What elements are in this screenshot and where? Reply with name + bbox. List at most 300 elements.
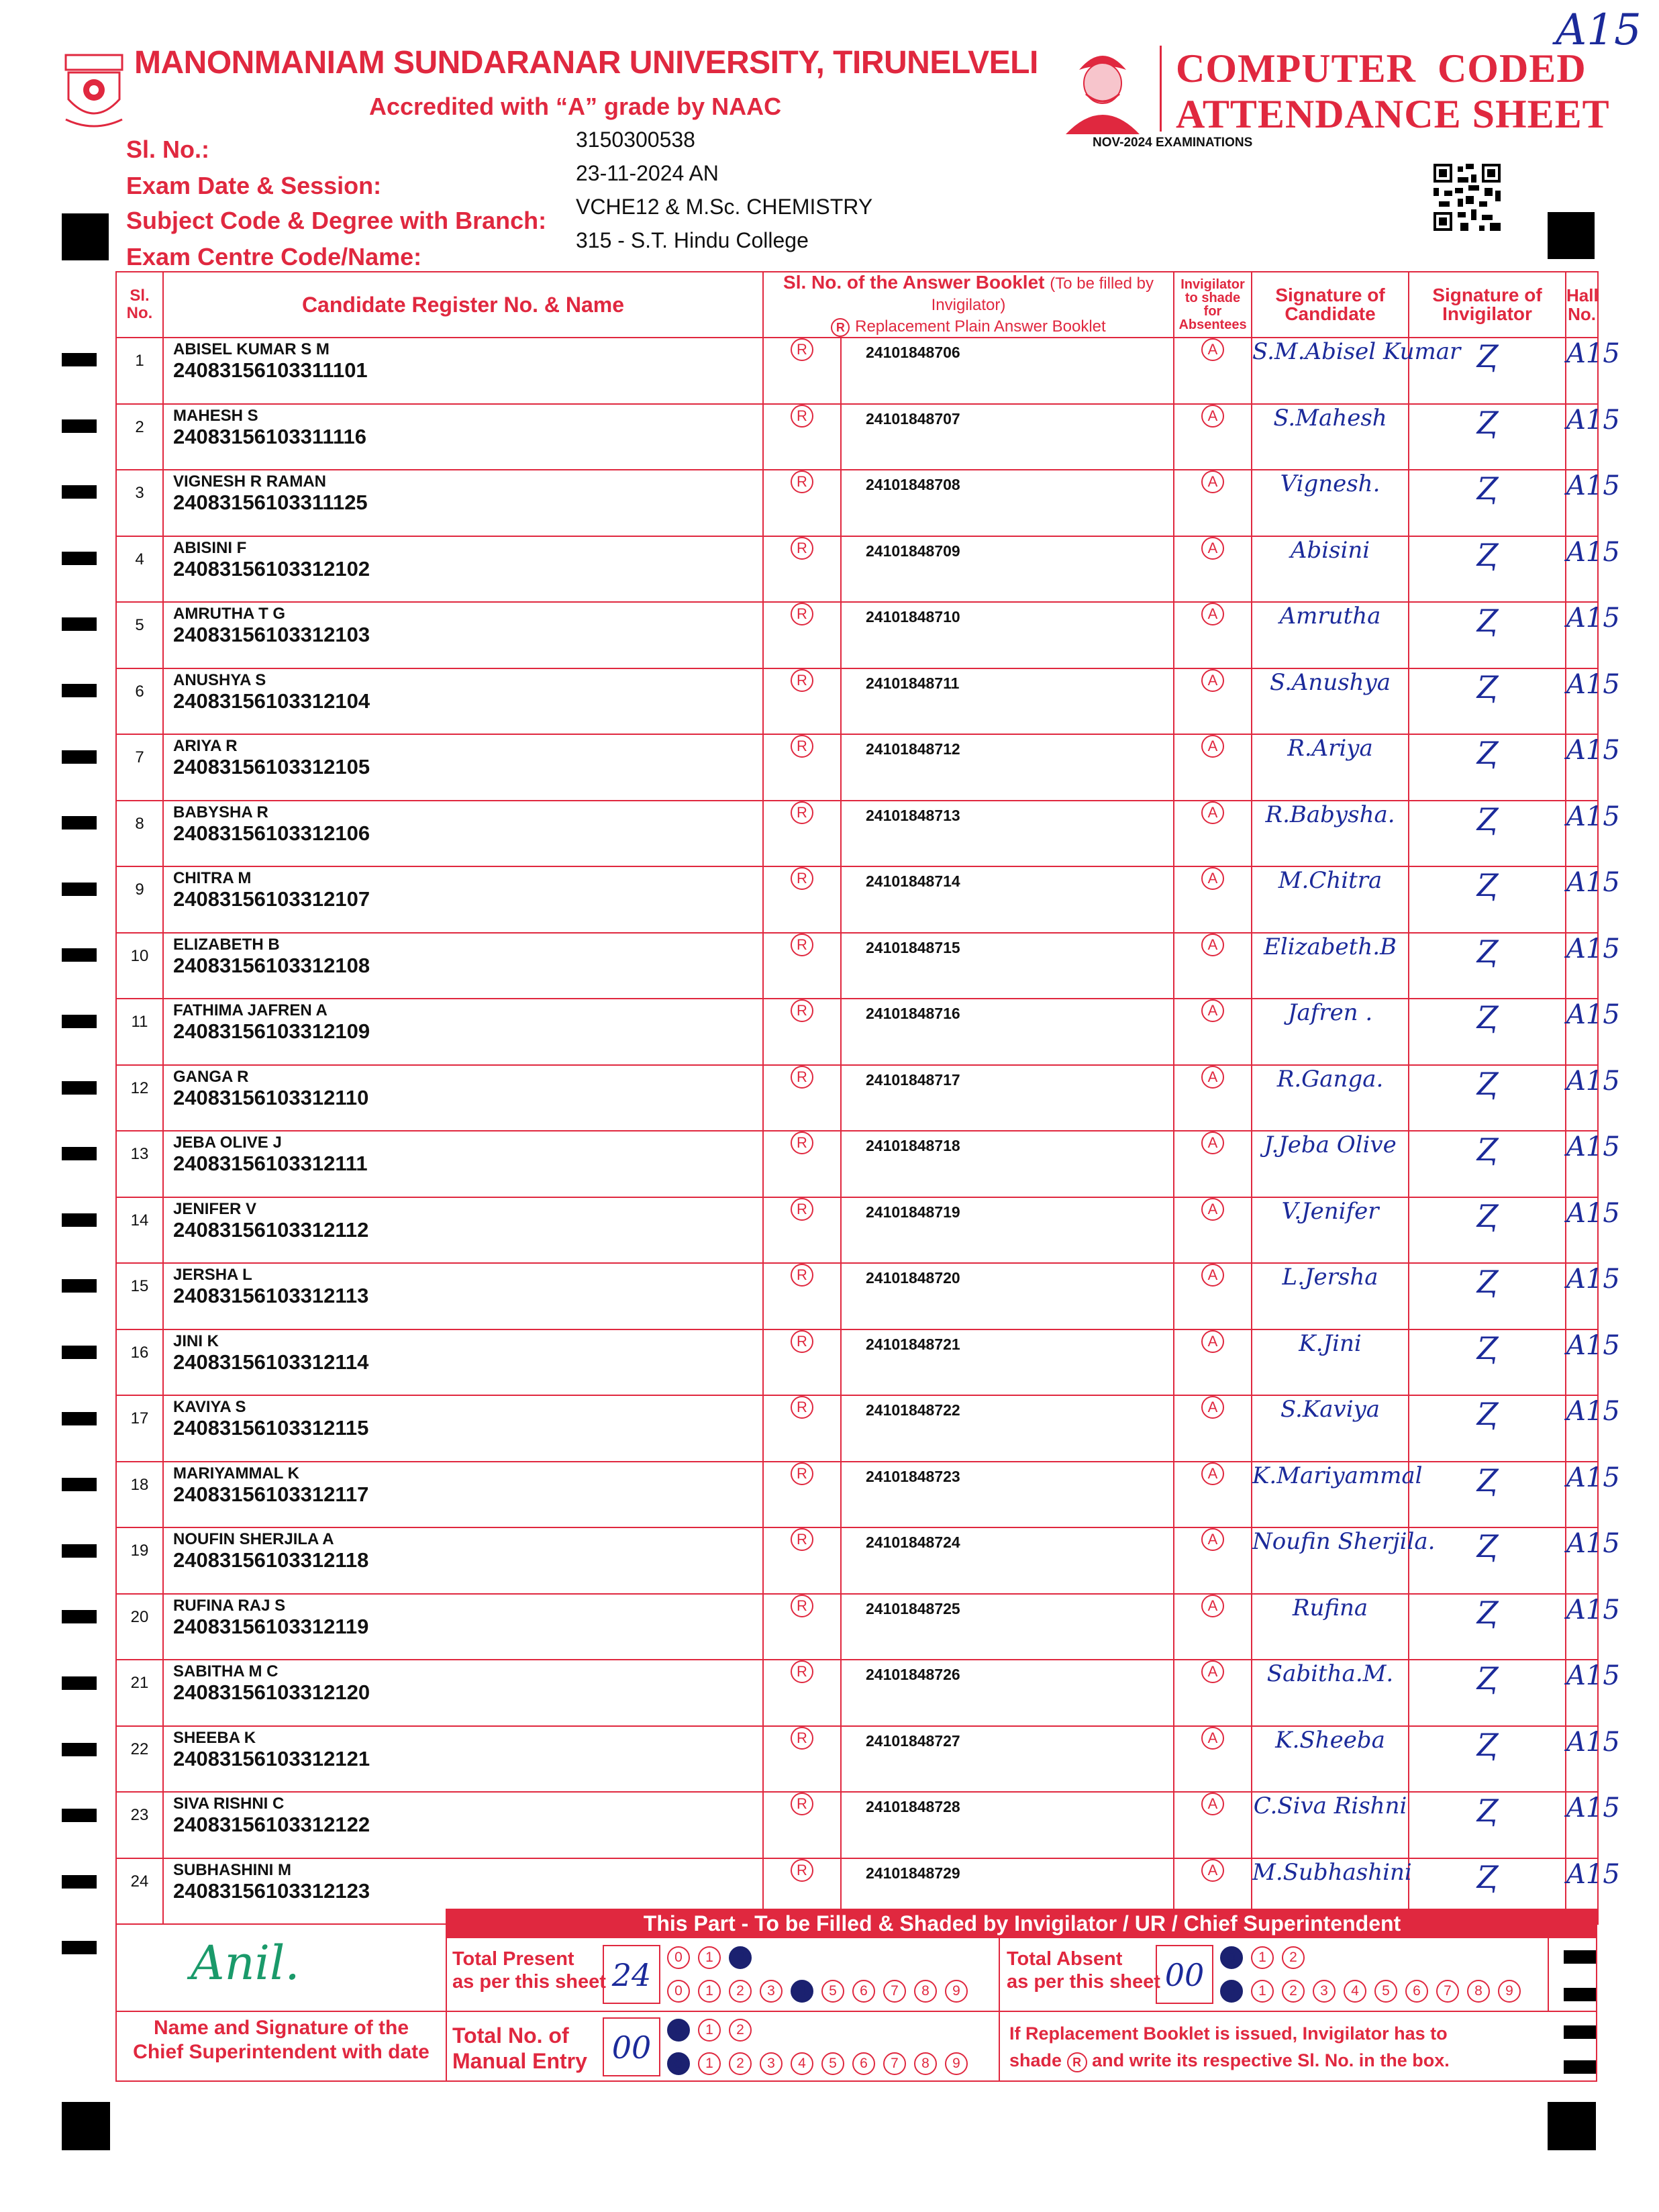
candidate-name: ABISEL KUMAR S M xyxy=(173,340,330,358)
col-header-candidate: Candidate Register No. & Name xyxy=(163,272,763,338)
timing-mark-left xyxy=(62,353,97,366)
manual-entry-label xyxy=(452,2023,587,2074)
row-candidate xyxy=(163,1131,763,1197)
replacement-bubble[interactable]: R xyxy=(791,405,813,428)
row-sl-no: 12 xyxy=(116,1065,163,1132)
replacement-bubble[interactable]: R xyxy=(791,735,813,758)
candidate-register-no: 24083156103312107 xyxy=(173,887,370,911)
attendance-table xyxy=(115,271,1620,1909)
replacement-bubble[interactable]: R xyxy=(791,1066,813,1089)
candidate-signature: M.Chitra xyxy=(1252,866,1409,933)
answer-booklet-no: 24101848710 xyxy=(841,602,1174,668)
digit-bubble[interactable]: 4 xyxy=(791,1980,813,2003)
absent-bubble[interactable]: A xyxy=(1201,934,1224,956)
digit-bubble[interactable]: 3 xyxy=(760,2052,783,2075)
digit-bubble[interactable]: 1 xyxy=(698,2052,721,2075)
invigilator-signature: Ⱬ xyxy=(1409,1263,1566,1329)
absent-bubble[interactable]: A xyxy=(1201,1595,1224,1617)
candidate-name: SIVA RISHNI C xyxy=(173,1795,285,1813)
total-present-box[interactable]: 24 xyxy=(603,1945,660,2004)
row-absent-cell xyxy=(1174,801,1252,867)
candidate-register-no: 24083156103312118 xyxy=(173,1548,369,1572)
table-row xyxy=(116,866,1598,933)
col-header-replacement: Replacement Plain Answer Booklet xyxy=(855,317,1106,336)
candidate-name: SUBHASHINI M xyxy=(173,1860,292,1879)
row-sl-no: 1 xyxy=(116,338,163,404)
candidate-register-no: 24083156103312115 xyxy=(173,1416,369,1440)
row-absent-cell xyxy=(1174,999,1252,1065)
candidate-signature: Elizabeth.B xyxy=(1252,933,1409,999)
row-absent-cell xyxy=(1174,933,1252,999)
absent-bubble[interactable]: A xyxy=(1201,1528,1224,1551)
digit-bubble[interactable]: 4 xyxy=(1344,1980,1366,2003)
absent-bubble[interactable]: A xyxy=(1201,1396,1224,1419)
digit-bubble[interactable]: 2 xyxy=(1282,1980,1305,2003)
candidate-signature: Jafren . xyxy=(1252,999,1409,1065)
replacement-bubble[interactable]: R xyxy=(791,1859,813,1882)
row-sl-no: 13 xyxy=(116,1131,163,1197)
timing-mark-left xyxy=(62,485,97,499)
timing-mark-left xyxy=(62,948,97,962)
row-replacement-cell xyxy=(763,1263,841,1329)
answer-booklet-no: 24101848715 xyxy=(841,933,1174,999)
digit-bubble[interactable]: 1 xyxy=(698,1980,721,2003)
replacement-bubble[interactable]: R xyxy=(791,1727,813,1750)
candidate-signature: R.Ariya xyxy=(1252,734,1409,801)
digit-bubble[interactable]: 3 xyxy=(760,1980,783,2003)
absent-bubble[interactable]: A xyxy=(1201,1198,1224,1221)
row-sl-no: 23 xyxy=(116,1792,163,1858)
manual-entry-box[interactable]: 00 xyxy=(603,2017,660,2076)
digit-bubble[interactable]: 2 xyxy=(729,1980,752,2003)
replacement-bubble[interactable]: R xyxy=(791,1198,813,1221)
replacement-bubble[interactable]: R xyxy=(791,1793,813,1815)
exam-centre-value: 315 - S.T. Hindu College xyxy=(576,228,809,252)
timing-mark-left xyxy=(62,1279,97,1293)
total-present-tens-bubbles xyxy=(667,1946,752,1969)
row-candidate xyxy=(163,536,763,603)
digit-bubble[interactable]: 0 xyxy=(667,2019,690,2042)
row-replacement-cell xyxy=(763,1726,841,1793)
row-replacement-cell xyxy=(763,1131,841,1197)
candidate-signature: K.Jini xyxy=(1252,1329,1409,1396)
digit-bubble[interactable]: 6 xyxy=(852,2052,875,2075)
digit-bubble[interactable]: 4 xyxy=(791,2052,813,2075)
absent-bubble[interactable]: A xyxy=(1201,999,1224,1022)
digit-bubble[interactable]: 6 xyxy=(852,1980,875,2003)
row-replacement-cell xyxy=(763,933,841,999)
row-candidate xyxy=(163,1792,763,1858)
row-candidate xyxy=(163,933,763,999)
absent-bubble[interactable]: A xyxy=(1201,867,1224,890)
candidate-register-no: 24083156103312117 xyxy=(173,1482,369,1506)
invigilator-signature: Ⱬ xyxy=(1409,602,1566,668)
hall-no: A15 xyxy=(1566,1594,1598,1660)
digit-bubble[interactable]: 6 xyxy=(1405,1980,1428,2003)
university-name: MANONMANIAM SUNDARANAR UNIVERSITY, TIRUNELVELI xyxy=(134,45,1038,81)
absent-bubble[interactable]: A xyxy=(1201,801,1224,824)
row-absent-cell xyxy=(1174,1131,1252,1197)
timing-mark-left xyxy=(62,1412,97,1425)
absent-bubble[interactable]: A xyxy=(1201,1793,1224,1815)
row-sl-no: 14 xyxy=(116,1197,163,1264)
invigilator-signature: Ⱬ xyxy=(1409,1594,1566,1660)
registration-mark-bottom-left xyxy=(62,2102,110,2150)
candidate-register-no: 24083156103312119 xyxy=(173,1614,369,1638)
digit-bubble[interactable]: 0 xyxy=(667,2052,690,2075)
candidate-register-no: 24083156103312106 xyxy=(173,821,370,845)
table-row xyxy=(116,404,1598,470)
hall-no: A15 xyxy=(1566,536,1598,603)
answer-booklet-no: 24101848706 xyxy=(841,338,1174,404)
row-sl-no: 4 xyxy=(116,536,163,603)
row-replacement-cell xyxy=(763,734,841,801)
answer-booklet-no: 24101848708 xyxy=(841,470,1174,536)
digit-bubble[interactable]: 8 xyxy=(1467,1980,1490,2003)
row-candidate xyxy=(163,1329,763,1396)
replacement-bubble[interactable]: R xyxy=(791,470,813,493)
row-absent-cell xyxy=(1174,1197,1252,1264)
table-row xyxy=(116,1131,1598,1197)
timing-mark-left xyxy=(62,1015,97,1028)
digit-bubble[interactable]: 9 xyxy=(945,2052,968,2075)
replacement-bubble[interactable]: R xyxy=(791,999,813,1022)
row-candidate xyxy=(163,1395,763,1462)
invigilator-signature: Ⱬ xyxy=(1409,668,1566,735)
candidate-name: SHEEBA K xyxy=(173,1728,256,1747)
row-replacement-cell xyxy=(763,1792,841,1858)
answer-booklet-no: 24101848717 xyxy=(841,1065,1174,1132)
table-row xyxy=(116,1660,1598,1726)
invigilator-signature: Ⱬ xyxy=(1409,536,1566,603)
candidate-name: JERSHA L xyxy=(173,1266,252,1284)
subject-label: Subject Code & Degree with Branch: xyxy=(126,207,547,234)
handwritten-hall-annotation: A15 xyxy=(1556,5,1642,55)
digit-bubble[interactable]: 0 xyxy=(1220,1946,1243,1969)
candidate-register-no: 24083156103311101 xyxy=(173,358,368,382)
answer-booklet-no: 24101848707 xyxy=(841,404,1174,470)
row-absent-cell xyxy=(1174,602,1252,668)
row-replacement-cell xyxy=(763,1197,841,1264)
invigilator-signature: Ⱬ xyxy=(1409,1527,1566,1594)
table-row xyxy=(116,1726,1598,1793)
table-row xyxy=(116,1527,1598,1594)
candidate-name: FATHIMA JAFREN A xyxy=(173,1001,328,1019)
col-header-booklet xyxy=(763,272,1174,338)
hall-no: A15 xyxy=(1566,734,1598,801)
absent-bubble[interactable]: A xyxy=(1201,338,1224,361)
absent-bubble[interactable]: A xyxy=(1201,1660,1224,1683)
digit-bubble[interactable]: 2 xyxy=(1282,1946,1305,1969)
qr-code xyxy=(1434,164,1501,231)
replacement-note xyxy=(1009,2020,1450,2074)
digit-bubble[interactable]: 7 xyxy=(883,1980,906,2003)
candidate-name: MAHESH S xyxy=(173,406,258,425)
absent-bubble[interactable]: A xyxy=(1201,1264,1224,1287)
replacement-bubble[interactable]: R xyxy=(791,669,813,692)
candidate-signature: S.Anushya xyxy=(1252,668,1409,735)
row-replacement-cell xyxy=(763,536,841,603)
replacement-bubble[interactable]: R xyxy=(791,1528,813,1551)
col-header-hall: Hall No. xyxy=(1566,272,1598,338)
candidate-register-no: 24083156103312102 xyxy=(173,556,370,581)
registration-mark-top-right xyxy=(1548,212,1595,259)
accreditation-text: Accredited with “A” grade by NAAC xyxy=(369,93,782,120)
table-row xyxy=(116,933,1598,999)
digit-bubble[interactable]: 9 xyxy=(945,1980,968,2003)
replacement-bubble[interactable]: R xyxy=(791,867,813,890)
absent-bubble[interactable]: A xyxy=(1201,405,1224,428)
row-sl-no: 2 xyxy=(116,404,163,470)
row-sl-no: 18 xyxy=(116,1462,163,1528)
sl-no-value: 3150300538 xyxy=(576,128,695,152)
replacement-bubble[interactable]: R xyxy=(791,1396,813,1419)
replacement-note-line-2 xyxy=(1009,2047,1450,2074)
replacement-bubble[interactable]: R xyxy=(791,1330,813,1353)
exam-date-value: 23-11-2024 AN xyxy=(576,161,719,185)
sheet-title xyxy=(1176,46,1610,137)
candidate-signature: Abisini xyxy=(1252,536,1409,603)
footer-banner: This Part - To be Filled & Shaded by Invigilator / UR / Chief Superintendent xyxy=(447,1909,1597,1938)
col-header-sig-candidate: Signature of Candidate xyxy=(1252,272,1409,338)
row-replacement-cell xyxy=(763,1594,841,1660)
digit-bubble[interactable]: 7 xyxy=(883,2052,906,2075)
candidate-register-no: 24083156103312109 xyxy=(173,1019,370,1043)
row-candidate xyxy=(163,1726,763,1793)
candidate-register-no: 24083156103311125 xyxy=(173,491,368,514)
row-absent-cell xyxy=(1174,338,1252,404)
total-absent-tens-bubbles xyxy=(1220,1946,1305,1969)
digit-bubble[interactable]: 1 xyxy=(1251,1946,1274,1969)
timing-mark-left xyxy=(62,1081,97,1095)
digit-bubble[interactable]: 8 xyxy=(914,1980,937,2003)
candidate-name: CHITRA M xyxy=(173,869,252,887)
row-candidate xyxy=(163,999,763,1065)
replacement-symbol: R xyxy=(1067,2052,1087,2072)
timing-mark-left xyxy=(62,1544,97,1558)
digit-bubble[interactable]: 5 xyxy=(1374,1980,1397,2003)
row-candidate xyxy=(163,801,763,867)
hall-no: A15 xyxy=(1566,999,1598,1065)
row-replacement-cell xyxy=(763,866,841,933)
absent-bubble[interactable]: A xyxy=(1201,537,1224,560)
exam-centre-label: Exam Centre Code/Name: xyxy=(126,243,422,270)
row-sl-no: 7 xyxy=(116,734,163,801)
candidate-register-no: 24083156103312104 xyxy=(173,689,370,713)
row-candidate xyxy=(163,1527,763,1594)
hall-no: A15 xyxy=(1566,602,1598,668)
absent-bubble[interactable]: A xyxy=(1201,1066,1224,1089)
candidate-signature: Rufina xyxy=(1252,1594,1409,1660)
digit-bubble[interactable]: 0 xyxy=(1220,1980,1243,2003)
sl-no-label: Sl. No.: xyxy=(126,136,209,163)
digit-bubble[interactable]: 5 xyxy=(821,1980,844,2003)
replacement-symbol: R xyxy=(831,318,850,337)
candidate-name: JENIFER V xyxy=(173,1199,257,1218)
timing-mark-left xyxy=(62,1610,97,1623)
col-header-sig-invigilator: Signature of Invigilator xyxy=(1409,272,1566,338)
candidate-name: NOUFIN SHERJILA A xyxy=(173,1530,334,1548)
hall-no: A15 xyxy=(1566,338,1598,404)
digit-bubble[interactable]: 2 xyxy=(729,1946,752,1969)
candidate-signature: Noufin Sherjila. xyxy=(1252,1527,1409,1594)
answer-booklet-no: 24101848723 xyxy=(841,1462,1174,1528)
total-present-label-line-1: Total Present xyxy=(452,1948,574,1970)
candidate-name: AMRUTHA T G xyxy=(173,605,286,623)
digit-bubble[interactable]: 1 xyxy=(698,2019,721,2042)
replacement-bubble[interactable]: R xyxy=(791,338,813,361)
table-row xyxy=(116,602,1598,668)
answer-booklet-no: 24101848725 xyxy=(841,1594,1174,1660)
candidate-signature: C.Siva Rishni xyxy=(1252,1792,1409,1858)
candidate-register-no: 24083156103312108 xyxy=(173,953,370,977)
hall-no: A15 xyxy=(1566,1065,1598,1132)
replacement-bubble[interactable]: R xyxy=(791,1660,813,1683)
table-row xyxy=(116,470,1598,536)
replacement-note-shade: shade xyxy=(1009,2050,1062,2070)
chief-superintendent-signature: Anil. xyxy=(191,1936,300,1991)
answer-booklet-no: 24101848709 xyxy=(841,536,1174,603)
replacement-bubble[interactable]: R xyxy=(791,1462,813,1485)
invigilator-signature: Ⱬ xyxy=(1409,1726,1566,1793)
row-absent-cell xyxy=(1174,1395,1252,1462)
invigilator-signature: Ⱬ xyxy=(1409,470,1566,536)
invigilator-signature: Ⱬ xyxy=(1409,1792,1566,1858)
row-absent-cell xyxy=(1174,536,1252,603)
row-sl-no: 16 xyxy=(116,1329,163,1396)
absent-bubble[interactable]: A xyxy=(1201,470,1224,493)
table-row xyxy=(116,1462,1598,1528)
invigilator-footer xyxy=(115,1909,1597,2082)
founder-portrait xyxy=(1059,42,1146,134)
timing-mark-left xyxy=(62,750,97,764)
digit-bubble[interactable]: 9 xyxy=(1498,1980,1521,2003)
timing-mark-left xyxy=(62,1676,97,1690)
digit-bubble[interactable]: 1 xyxy=(1251,1980,1274,2003)
table-row xyxy=(116,1065,1598,1132)
replacement-bubble[interactable]: R xyxy=(791,1264,813,1287)
timing-mark-left xyxy=(62,419,97,433)
row-sl-no: 20 xyxy=(116,1594,163,1660)
table-header-row xyxy=(116,272,1598,338)
row-candidate xyxy=(163,338,763,404)
hall-no: A15 xyxy=(1566,1462,1598,1528)
replacement-bubble[interactable]: R xyxy=(791,1595,813,1617)
candidate-signature: S.Kaviya xyxy=(1252,1395,1409,1462)
digit-bubble[interactable]: 1 xyxy=(698,1946,721,1969)
absent-bubble[interactable]: A xyxy=(1201,1330,1224,1353)
candidate-register-no: 24083156103312110 xyxy=(173,1085,369,1109)
candidate-name: ANUSHYA S xyxy=(173,670,266,689)
total-absent-box[interactable]: 00 xyxy=(1156,1945,1213,2004)
digit-bubble[interactable]: 5 xyxy=(821,2052,844,2075)
row-sl-no: 22 xyxy=(116,1726,163,1793)
digit-bubble[interactable]: 0 xyxy=(667,1946,690,1969)
row-replacement-cell xyxy=(763,668,841,735)
replacement-bubble[interactable]: R xyxy=(791,801,813,824)
exam-session: NOV-2024 EXAMINATIONS xyxy=(1093,136,1253,150)
invigilator-signature: Ⱬ xyxy=(1409,933,1566,999)
table-row xyxy=(116,536,1598,603)
replacement-bubble[interactable]: R xyxy=(791,537,813,560)
table-row xyxy=(116,1329,1598,1396)
replacement-bubble[interactable]: R xyxy=(791,934,813,956)
absent-bubble[interactable]: A xyxy=(1201,603,1224,625)
candidate-register-no: 24083156103312122 xyxy=(173,1813,370,1836)
row-replacement-cell xyxy=(763,1462,841,1528)
timing-mark-left xyxy=(62,1875,97,1889)
chief-superintendent-label xyxy=(117,2016,446,2064)
digit-bubble[interactable]: 2 xyxy=(729,2052,752,2075)
row-replacement-cell xyxy=(763,1660,841,1726)
row-candidate xyxy=(163,1065,763,1132)
hall-no: A15 xyxy=(1566,404,1598,470)
row-candidate xyxy=(163,1462,763,1528)
candidate-name: RUFINA RAJ S xyxy=(173,1596,286,1615)
absent-bubble[interactable]: A xyxy=(1201,1859,1224,1882)
timing-mark-left xyxy=(62,617,97,631)
candidate-name: SABITHA M C xyxy=(173,1662,279,1680)
answer-booklet-no: 24101848724 xyxy=(841,1527,1174,1594)
digit-bubble[interactable]: 7 xyxy=(1436,1980,1459,2003)
digit-bubble[interactable]: 2 xyxy=(729,2019,752,2042)
digit-bubble[interactable]: 8 xyxy=(914,2052,937,2075)
candidate-register-no: 24083156103312114 xyxy=(173,1350,369,1374)
row-replacement-cell xyxy=(763,999,841,1065)
row-absent-cell xyxy=(1174,1726,1252,1793)
invigilator-signature: Ⱬ xyxy=(1409,1065,1566,1132)
total-absent-units-bubbles xyxy=(1220,1980,1521,2003)
manual-entry-label-line-1: Total No. of xyxy=(452,2023,569,2048)
row-absent-cell xyxy=(1174,1660,1252,1726)
candidate-signature: K.Sheeba xyxy=(1252,1726,1409,1793)
digit-bubble[interactable]: 0 xyxy=(667,1980,690,2003)
table-row xyxy=(116,1263,1598,1329)
total-present-label xyxy=(452,1948,606,1993)
row-absent-cell xyxy=(1174,1462,1252,1528)
manual-entry-units-bubbles xyxy=(667,2052,968,2075)
absent-bubble[interactable]: A xyxy=(1201,1132,1224,1154)
hall-no: A15 xyxy=(1566,1527,1598,1594)
replacement-bubble[interactable]: R xyxy=(791,1132,813,1154)
subject-value: VCHE12 & M.Sc. CHEMISTRY xyxy=(576,195,873,219)
candidate-name: KAVIYA S xyxy=(173,1398,246,1416)
col-header-booklet-note: (To be filled by Invigilator) xyxy=(931,274,1154,314)
hall-no: A15 xyxy=(1566,1329,1598,1396)
absent-bubble[interactable]: A xyxy=(1201,1727,1224,1750)
answer-booklet-no: 24101848722 xyxy=(841,1395,1174,1462)
candidate-name: VIGNESH R RAMAN xyxy=(173,472,327,491)
digit-bubble[interactable]: 3 xyxy=(1313,1980,1336,2003)
footer-divider xyxy=(117,2011,1597,2012)
candidate-signature: L.Jersha xyxy=(1252,1263,1409,1329)
replacement-bubble[interactable]: R xyxy=(791,603,813,625)
chief-label-line-1: Name and Signature of the xyxy=(153,2017,409,2039)
answer-booklet-no: 24101848714 xyxy=(841,866,1174,933)
hall-no: A15 xyxy=(1566,1726,1598,1793)
absent-bubble[interactable]: A xyxy=(1201,1462,1224,1485)
total-absent-label-line-1: Total Absent xyxy=(1007,1948,1123,1970)
absent-bubble[interactable]: A xyxy=(1201,669,1224,692)
row-sl-no: 24 xyxy=(116,1858,163,1925)
timing-mark-left xyxy=(62,552,97,565)
footer-divider xyxy=(999,1938,1000,2080)
row-absent-cell xyxy=(1174,1792,1252,1858)
answer-booklet-no: 24101848718 xyxy=(841,1131,1174,1197)
candidate-signature: M.Subhashini xyxy=(1252,1858,1409,1925)
row-sl-no: 8 xyxy=(116,801,163,867)
absent-bubble[interactable]: A xyxy=(1201,735,1224,758)
